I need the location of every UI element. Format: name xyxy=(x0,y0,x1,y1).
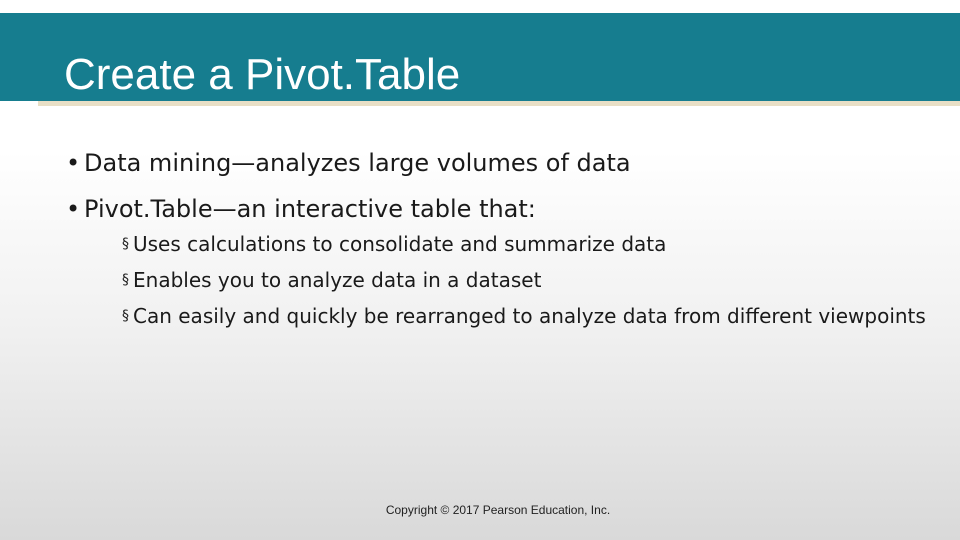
sub-bullet-list xyxy=(84,228,926,332)
bullet-text: Data mining—analyzes large volumes of data xyxy=(84,149,631,177)
bullet-item xyxy=(66,192,926,332)
bullet-icon: • xyxy=(66,149,81,177)
title-accent-bar xyxy=(38,101,960,106)
sub-bullet-icon: § xyxy=(122,236,129,252)
sub-bullet-text: Uses calculations to consolidate and summarize data xyxy=(133,232,667,256)
sub-bullet-item xyxy=(122,300,926,332)
sub-bullet-text: Can easily and quickly be rearranged to analyze data from different viewpoints xyxy=(133,304,926,328)
bullet-icon: • xyxy=(66,195,81,223)
sub-bullet-item xyxy=(122,228,903,260)
sub-bullet-item xyxy=(122,264,903,296)
sub-bullet-icon: § xyxy=(122,272,129,288)
sub-bullet-icon: § xyxy=(122,308,129,324)
bullet-list xyxy=(66,146,926,344)
sub-bullet-text: Enables you to analyze data in a dataset xyxy=(133,268,542,292)
bullet-item xyxy=(66,146,906,180)
copyright-footer: Copyright © 2017 Pearson Education, Inc. xyxy=(385,503,611,517)
slide-title: Create a Pivot.Table xyxy=(64,50,461,99)
bullet-text: Pivot.Table—an interactive table that: xyxy=(84,195,536,223)
